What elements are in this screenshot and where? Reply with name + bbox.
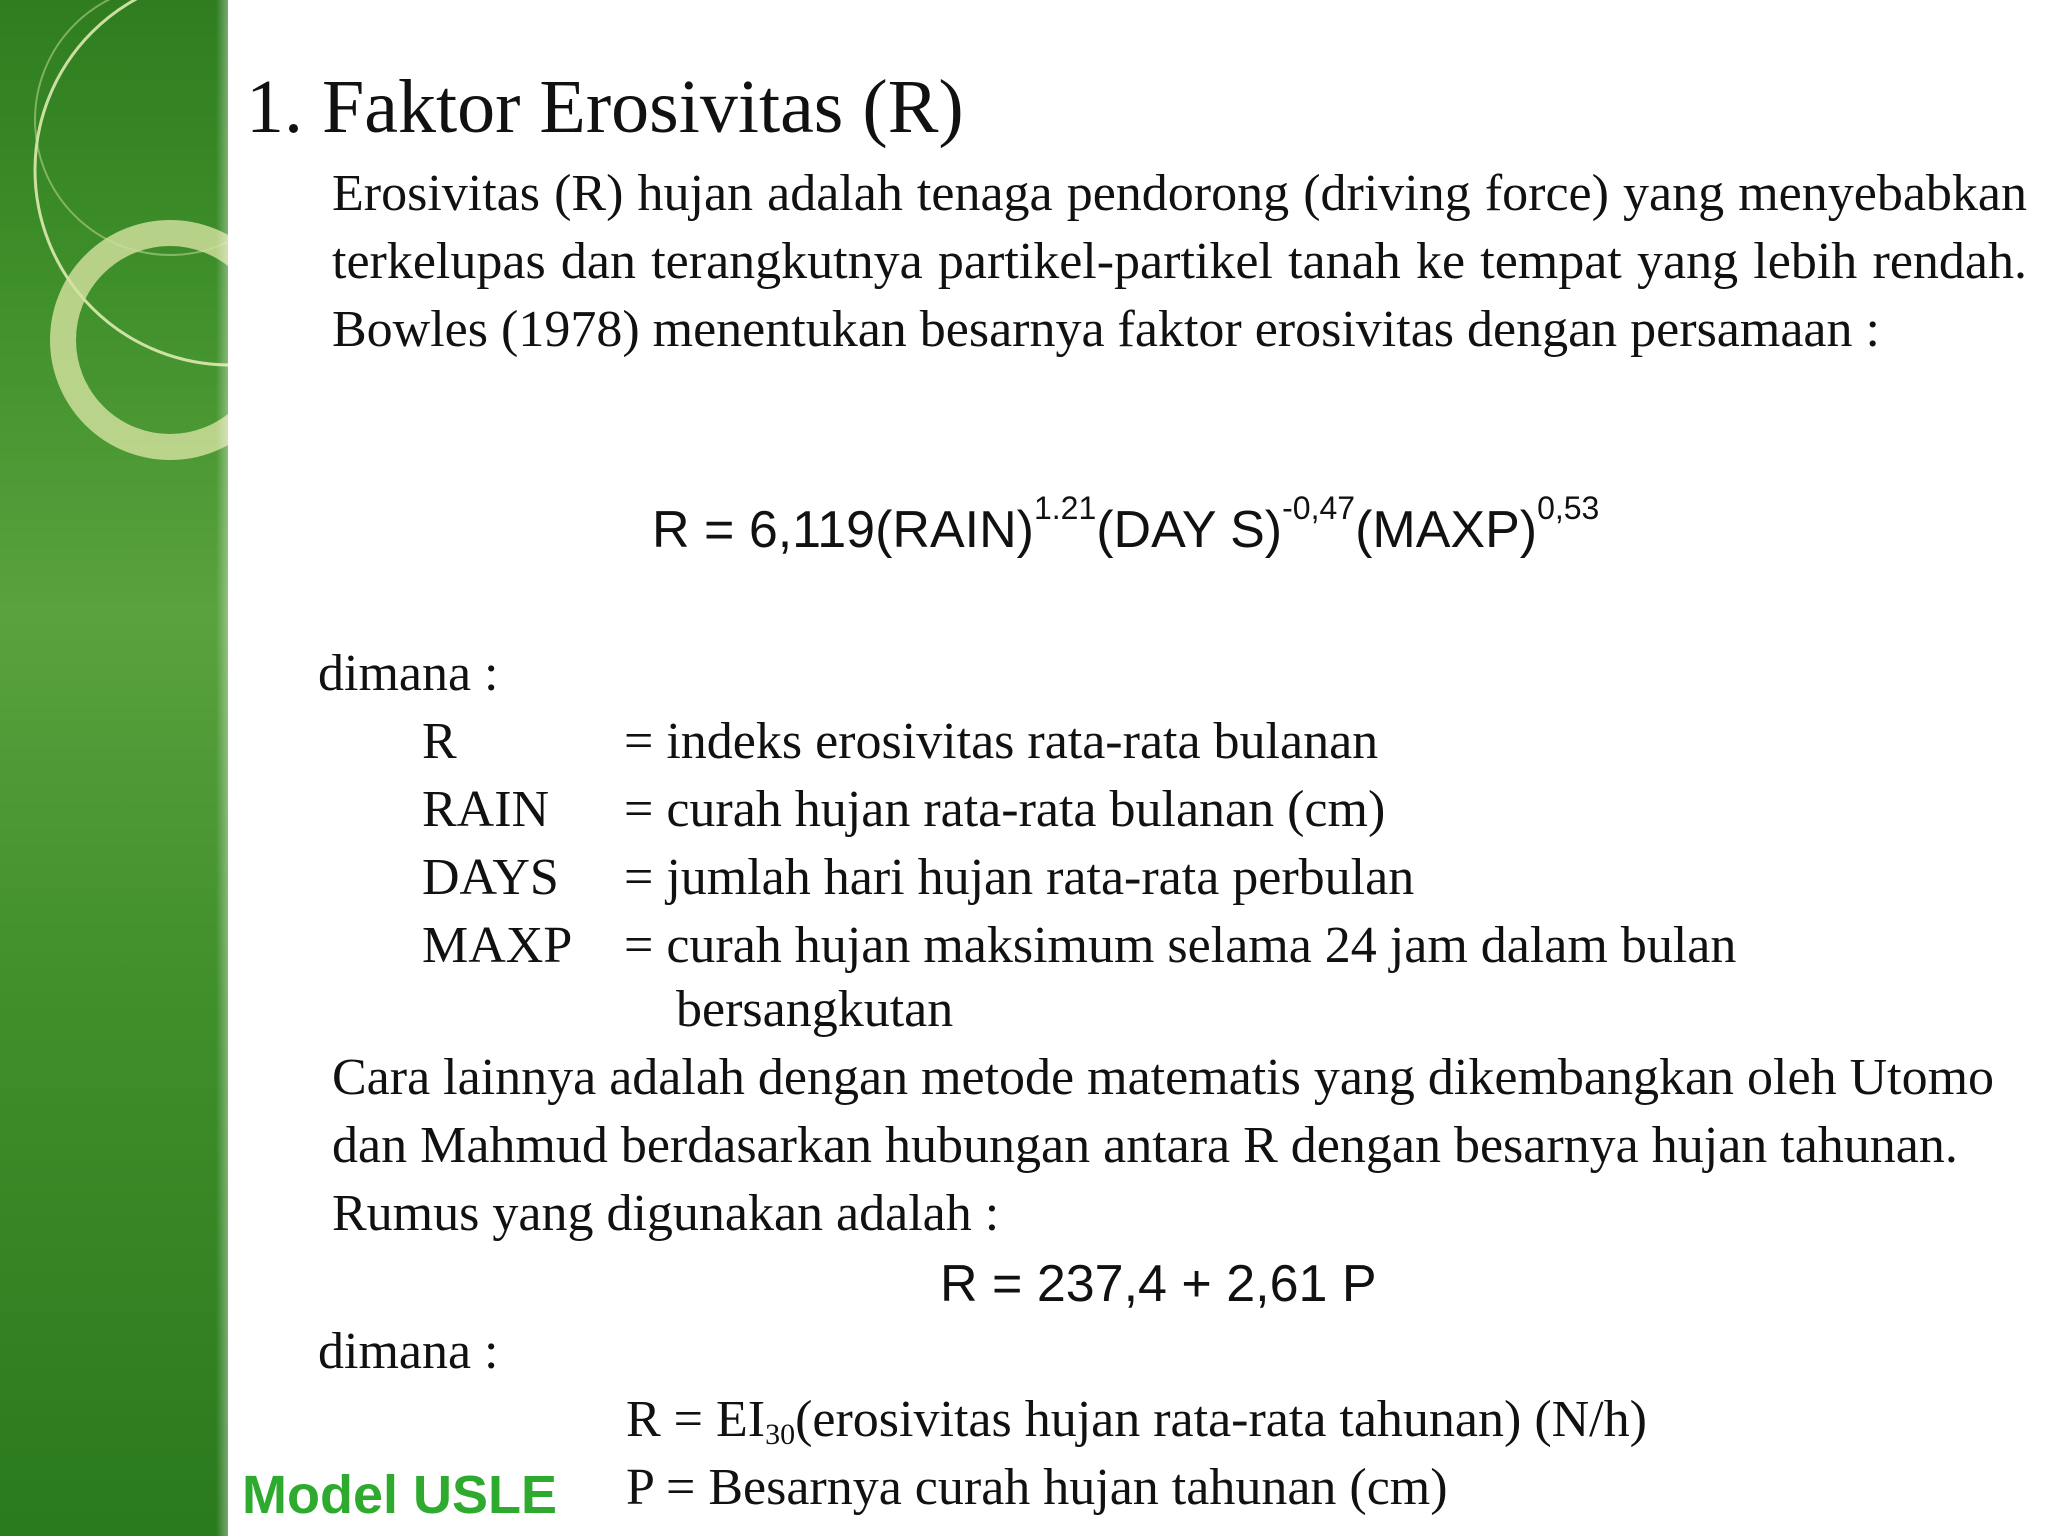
definition-p-annual: P = Besarnya curah hujan tahunan (cm) (626, 1459, 1448, 1516)
dimana-label-2: dimana : (318, 1323, 499, 1380)
equation-part: (MAXP) (1355, 501, 1538, 559)
definition-continuation: bersangkutan (676, 981, 954, 1038)
small-ring-decoration (63, 233, 228, 447)
definition-desc: = curah hujan maksimum selama 24 jam dalam bulan (624, 917, 1737, 974)
definition-r-prefix: R = EI (626, 1391, 766, 1448)
definition-term: RAIN (422, 781, 550, 838)
equation-exponent: -0,47 (1282, 490, 1356, 526)
definition-term: DAYS (422, 849, 559, 906)
definition-desc: = jumlah hari hujan rata-rata perbulan (624, 849, 1415, 906)
equation-utomo: R = 237,4 + 2,61 P (940, 1255, 1377, 1313)
equation-part: (DAY S) (1096, 501, 1283, 559)
equation-part: R = 6,119(RAIN) (652, 501, 1034, 559)
decorative-sidebar (0, 0, 228, 1536)
definition-row (422, 708, 1378, 776)
decorative-rings (0, 0, 228, 1536)
definition-row (422, 776, 1385, 844)
definition-term: R (422, 713, 457, 770)
definition-row (422, 844, 1414, 912)
intro-paragraph: Erosivitas (R) hujan adalah tenaga pendorong (driving force) yang menyebabkan terkelupas dan terangkutnya partikel-partikel tanah ke tempat yang lebih rendah. Bowles (1978) menentukan besarnya faktor erosivitas dengan persamaan : (332, 165, 2027, 358)
definition-desc: = indeks erosivitas rata-rata bulanan (624, 713, 1379, 770)
slide-title: 1. Faktor Erosivitas (R) (246, 65, 964, 149)
definition-r-rest: (erosivitas hujan rata-rata tahunan) (N/h) (795, 1391, 1647, 1448)
definition-row (422, 912, 1736, 980)
definition-r-subscript: 30 (765, 1418, 796, 1451)
definition-term: MAXP (422, 917, 573, 974)
equation-exponent: 1.21 (1033, 490, 1097, 526)
model-usle-label: Model USLE (242, 1465, 558, 1525)
thin-ring-decoration (35, 0, 228, 255)
equation-exponent: 0,53 (1537, 490, 1600, 526)
dimana-label: dimana : (318, 645, 499, 702)
definition-desc: = curah hujan rata-rata bulanan (cm) (624, 781, 1386, 838)
equation-bowles (652, 490, 1600, 560)
definition-r-annual (626, 1386, 1647, 1454)
second-paragraph: Cara lainnya adalah dengan metode matematis yang dikembangkan oleh Utomo dan Mahmud berdasarkan hubungan antara R dengan besarnya hujan tahunan. Rumus yang digunakan adalah : (332, 1049, 1995, 1242)
